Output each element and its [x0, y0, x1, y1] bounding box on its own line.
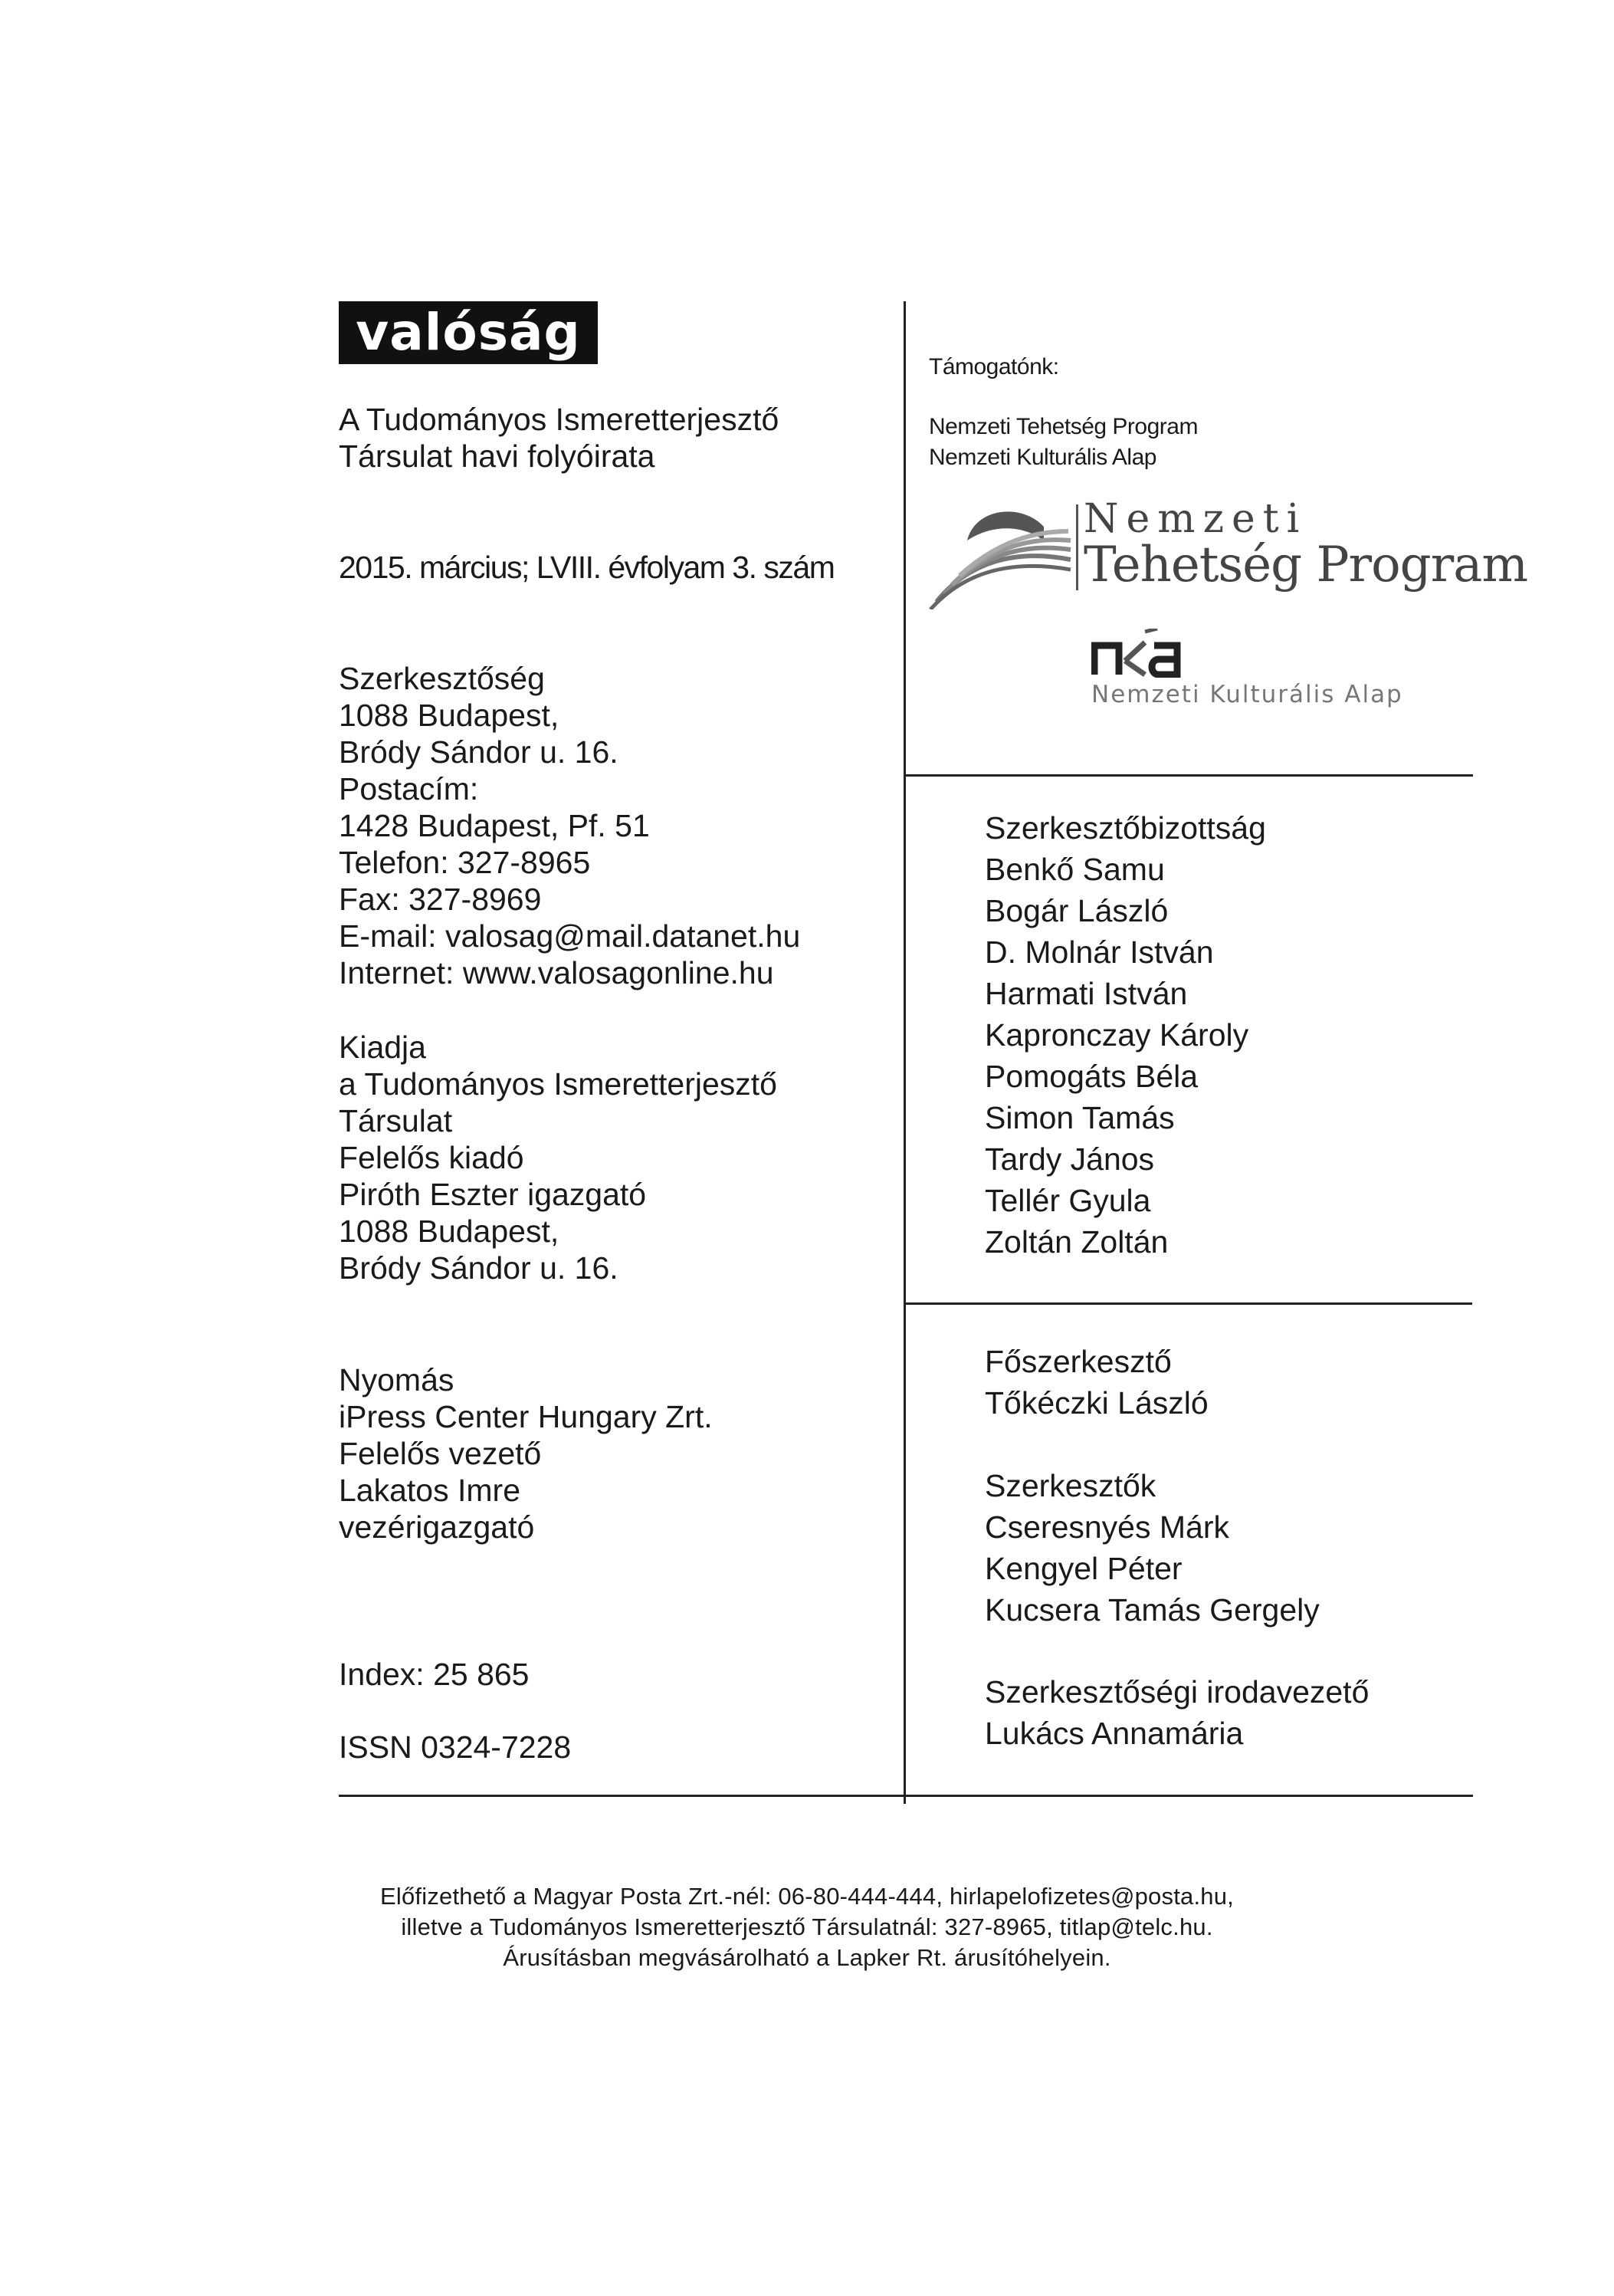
editorial-line: Fax: 327-8969: [339, 882, 542, 917]
editorial-board: [985, 807, 1266, 1263]
issue-info: 2015. március; LVIII. évfolyam 3. szám: [339, 550, 835, 585]
publisher-line: Bródy Sándor u. 16.: [339, 1250, 618, 1286]
board-member: Bogár László: [985, 893, 1169, 928]
nka-logo-icon: [1091, 629, 1199, 678]
issn-number: ISSN 0324-7228: [339, 1729, 572, 1765]
editorial-line: Telefon: 327-8965: [339, 845, 591, 880]
vertical-divider: [904, 301, 906, 1804]
publisher-line: Kiadja: [339, 1030, 426, 1065]
chief-editor-block: [985, 1341, 1209, 1424]
editors-title: Szerkesztők: [985, 1468, 1156, 1503]
ntp-wave-logo-icon: [929, 502, 1074, 609]
editors-block: [985, 1465, 1320, 1631]
publisher-line: 1088 Budapest,: [339, 1214, 559, 1249]
subtitle-line-2: Társulat havi folyóirata: [339, 439, 655, 474]
divider-right-top: [905, 774, 1473, 777]
ntp-logo-bar: [1076, 504, 1078, 590]
editor-name: Kucsera Tamás Gergely: [985, 1592, 1320, 1628]
editor-name: Cseresnyés Márk: [985, 1509, 1229, 1545]
publisher-line: Társulat: [339, 1103, 453, 1138]
supporter-item: Nemzeti Kulturális Alap: [929, 445, 1156, 470]
editorial-website: Internet: www.valosagonline.hu: [339, 955, 774, 990]
printing-line: Lakatos Imre: [339, 1473, 520, 1508]
office-head-name: Lukács Annamária: [985, 1716, 1244, 1751]
editorial-line: 1088 Budapest,: [339, 698, 559, 733]
printing-line: vezérigazgató: [339, 1509, 535, 1545]
board-member: Harmati István: [985, 976, 1188, 1011]
chief-editor-name: Tőkéczki László: [985, 1385, 1209, 1421]
printing-line: Nyomás: [339, 1362, 454, 1398]
chief-editor-title: Főszerkesztő: [985, 1344, 1172, 1379]
subscription-footer: [0, 1881, 1614, 1973]
editorial-line: Bródy Sándor u. 16.: [339, 734, 618, 770]
footer-line: Árusításban megvásárolható a Lapker Rt. árusítóhelyein.: [503, 1944, 1111, 1971]
valosag-logo: valóság: [339, 301, 598, 364]
board-member: D. Molnár István: [985, 934, 1214, 970]
printing-line: iPress Center Hungary Zrt.: [339, 1399, 713, 1434]
board-member: Kapronczay Károly: [985, 1017, 1249, 1053]
editorial-office: [339, 660, 800, 991]
board-member: Tardy János: [985, 1141, 1155, 1177]
journal-subtitle: [339, 401, 779, 475]
publisher-block: [339, 1029, 777, 1286]
board-member: Zoltán Zoltán: [985, 1224, 1169, 1260]
footer-line: illetve a Tudományos Ismeretterjesztő Társulatnál: 327-8965, titlap@telc.hu.: [401, 1913, 1213, 1940]
editor-name: Kengyel Péter: [985, 1551, 1183, 1586]
printing-line: Felelős vezető: [339, 1436, 542, 1471]
divider-right-middle: [905, 1302, 1472, 1305]
editorial-line: 1428 Budapest, Pf. 51: [339, 808, 650, 843]
editorial-line: Szerkesztőség: [339, 661, 545, 696]
footer-line: Előfizethető a Magyar Posta Zrt.-nél: 06-80-444-444, hirlapelofizetes@posta.hu,: [380, 1883, 1234, 1910]
publisher-line: Felelős kiadó: [339, 1140, 524, 1175]
board-member: Simon Tamás: [985, 1100, 1175, 1135]
nka-logo-caption: Nemzeti Kulturális Alap: [1091, 681, 1403, 708]
board-member: Pomogáts Béla: [985, 1059, 1199, 1094]
editorial-email: E-mail: valosag@mail.datanet.hu: [339, 918, 801, 954]
supporter-item: Nemzeti Tehetség Program: [929, 414, 1198, 439]
supporters-list: [929, 412, 1198, 473]
office-title: Szerkesztőségi irodavezető: [985, 1674, 1370, 1710]
publisher-line: Piróth Eszter igazgató: [339, 1177, 647, 1212]
ntp-logo-word-2: Tehetség Program: [1084, 537, 1528, 593]
subtitle-line-1: A Tudományos Ismeretterjesztő: [339, 402, 779, 437]
publisher-line: a Tudományos Ismeretterjesztő: [339, 1066, 777, 1102]
board-member: Tellér Gyula: [985, 1183, 1151, 1218]
board-title: Szerkesztőbizottság: [985, 810, 1266, 846]
board-member: Benkő Samu: [985, 852, 1165, 887]
divider-bottom: [339, 1795, 1473, 1797]
office-block: [985, 1671, 1369, 1754]
supporters-label: Támogatónk:: [929, 354, 1059, 379]
index-number: Index: 25 865: [339, 1657, 530, 1692]
editorial-line: Postacím:: [339, 771, 479, 806]
printing-block: [339, 1362, 713, 1545]
ntp-logo-word-1: Nemzeti: [1084, 496, 1307, 542]
